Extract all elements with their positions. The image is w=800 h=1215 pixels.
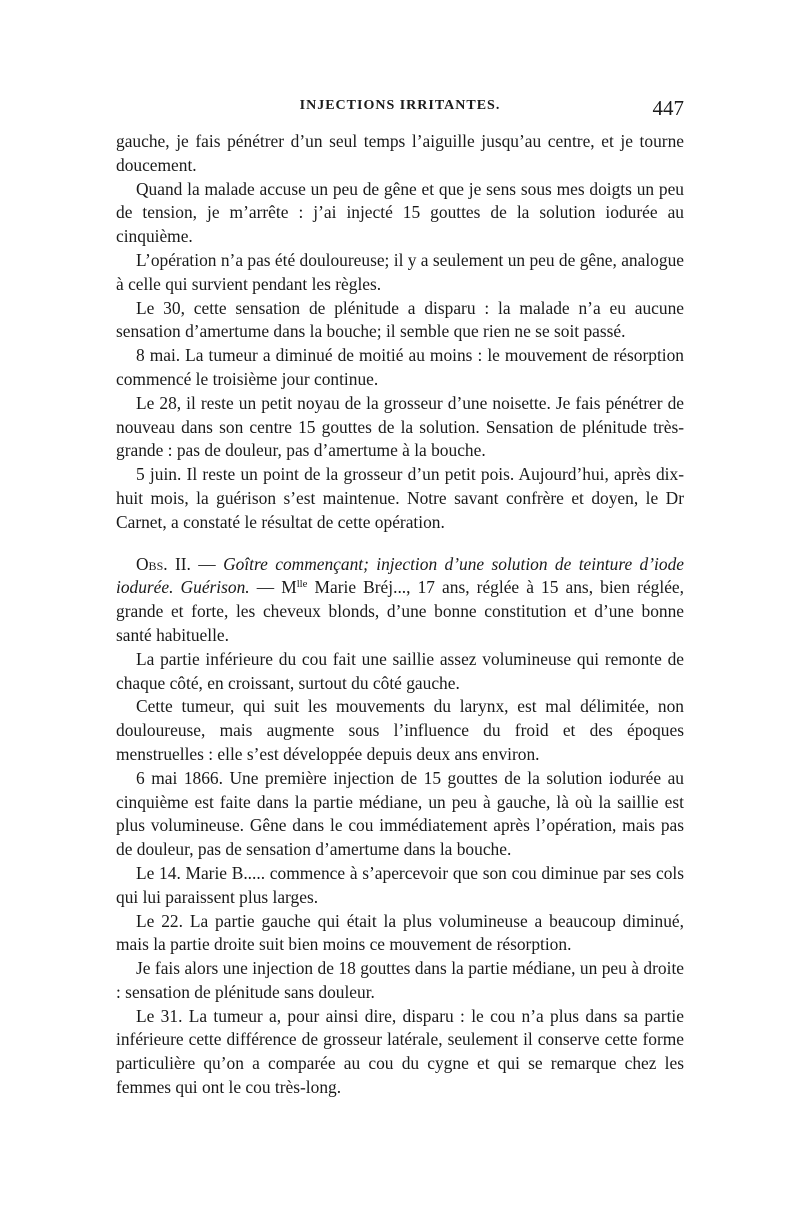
- paragraph: Quand la malade accuse un peu de gêne et que je sens sous mes doigts un peu de tension, je m’arrête : j’ai injecté 15 gouttes de la solution iodurée au cinquième.: [116, 178, 684, 247]
- observation-label: Obs. II.: [136, 553, 191, 574]
- paragraph: Le 30, cette sensation de plénitude a disparu : la malade n’a eu aucune sensation d’amertume dans la bouche; il semble que rien ne se soit passé.: [116, 297, 684, 342]
- running-title: INJECTIONS IRRITANTES.: [299, 98, 501, 113]
- paragraph: Je fais alors une injection de 18 gouttes dans la partie médiane, un peu à droite : sensation de plénitude sans douleur.: [116, 958, 684, 1002]
- paragraph: Cette tumeur, qui suit les mouvements du larynx, est mal délimitée, non douloureuse, mais augmente sous l’influence du froid et des époques menstruelles : elle s’est développée depuis deux ans environ.: [116, 696, 684, 764]
- page-header: [116, 96, 684, 122]
- patient-description: Marie Bréj..., 17 ans, réglée à 15 ans, bien réglée, grande et forte, les cheveux blonds, d’une bonne constitution et d’une bonne santé habituelle.: [116, 577, 684, 645]
- paragraph: gauche, je fais pénétrer d’un seul temps l’aiguille jusqu’au centre, et je tourne doucement.: [116, 131, 684, 175]
- observation-dash: —: [190, 553, 224, 574]
- paragraph: Le 14. Marie B..... commence à s’apercevoir que son cou diminue par ses cols qui lui paraissent plus larges.: [116, 862, 684, 907]
- observation-dash-2: —: [249, 577, 282, 598]
- paragraph: Le 31. La tumeur a, pour ainsi dire, disparu : le cou n’a plus dans sa partie inférieure cette différence de grosseur latérale, seulement il conserve cette forme particulière qu’on a comparée au cou du cygne et qui se remarque chez les femmes qui ont le cou très-long.: [116, 1005, 684, 1098]
- observation-heading: [116, 553, 684, 648]
- section-gap: [116, 535, 684, 553]
- paragraph: La partie inférieure du cou fait une saillie assez volumineuse qui remonte de chaque côté, en croissant, surtout du côté gauche.: [116, 648, 684, 693]
- paragraph: Le 22. La partie gauche qui était la plus volumineuse a beaucoup diminué, mais la partie droite suit bien moins ce mouvement de résorption.: [116, 910, 684, 955]
- page-number: 447: [652, 96, 684, 120]
- paragraph: 6 mai 1866. Une première injection de 15 gouttes de la solution iodurée au cinquième est faite dans la partie médiane, un peu à gauche, là où la saillie est plus volumineuse. Gêne dans le cou immédiatement après l’opération, mais pas de douleur, pas de sensation d’amertume dans la bouche.: [116, 767, 684, 860]
- paragraph: 5 juin. Il reste un point de la grosseur d’un petit pois. Aujourd’hui, après dix-huit mois, la guérison s’est maintenue. Notre savant confrère et doyen, le Dr Carnet, a constaté le résultat de cette opération.: [116, 464, 684, 532]
- paragraph: L’opération n’a pas été douloureuse; il y a seulement un peu de gêne, analogue à celle qui survient pendant les règles.: [116, 249, 684, 294]
- paragraph: 8 mai. La tumeur a diminué de moitié au moins : le mouvement de résorption commencé le troisième jour continue.: [116, 345, 684, 389]
- page-body: [116, 130, 684, 1100]
- patient-prefix: M: [281, 577, 297, 598]
- paragraph: Le 28, il reste un petit noyau de la grosseur d’une noisette. Je fais pénétrer de nouveau dans son centre 15 gouttes de la solution. Sensation de plénitude très-grande : pas de douleur, pas d’amertume à la bouche.: [116, 392, 684, 461]
- patient-superscript: lle: [296, 578, 308, 591]
- observation-title: Goître commençant; injection d’une solution de teinture d’iode iodurée. Guérison.: [116, 553, 684, 598]
